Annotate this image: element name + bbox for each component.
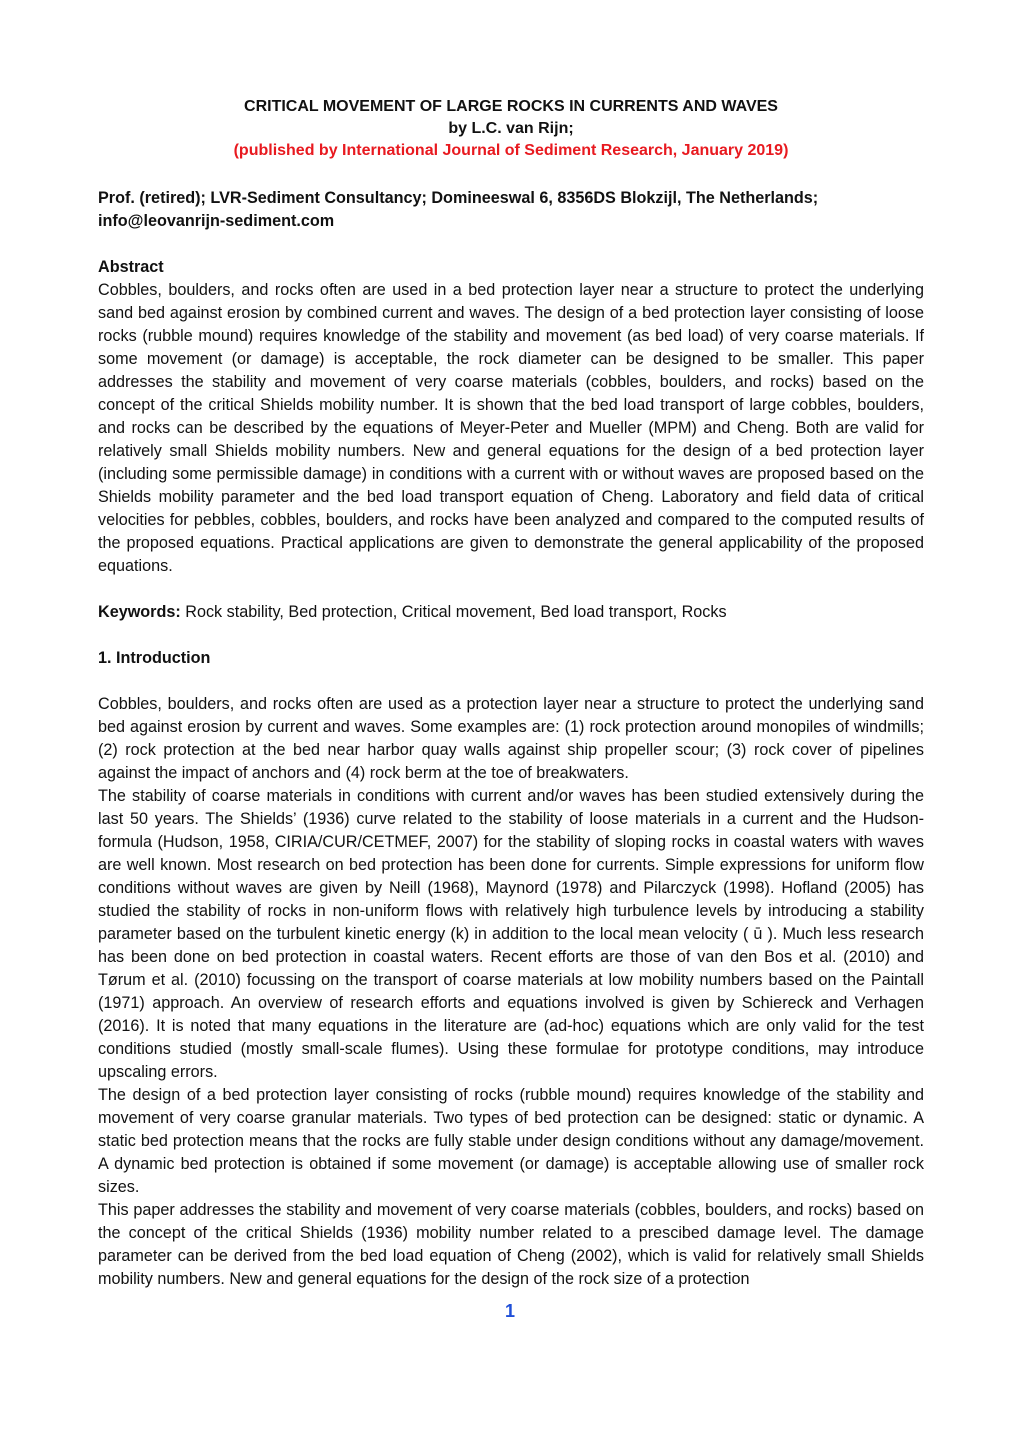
- keywords-text: Rock stability, Bed protection, Critical movement, Bed load transport, Rocks: [180, 603, 727, 621]
- spacer: [98, 624, 924, 647]
- page-number: 1: [504, 1301, 515, 1321]
- intro-paragraph-2: The stability of coarse materials in conditions with current and/or waves has been studied extensively during the last 50 years. The Shields’ (1936) curve related to the stability of loose materials in a current and the Hudson-formula (Hudson, 1958, CIRIA/CUR/CETMEF, 2007) for the stability of sloping rocks in coastal waters with waves are well known. Most research on bed protection has been done for currents. Simple expressions for uniform flow conditions without waves are given by Neill (1968), Maynord (1978) and Pilarczyck (1998). Hofland (2005) has studied the stability of rocks in non-uniform flows with relatively high turbulence levels by introducing a stability parameter based on the turbulent kinetic energy (k) in addition to the local mean velocity ( ū ). Much less research has been done on bed protection in coastal waters. Recent efforts are those of van den Bos et al. (2010) and Tørum et al. (2010) focussing on the transport of coarse materials at low mobility numbers based on the Paintall (1971) approach. An overview of research efforts and equations involved is given by Schiereck and Verhagen (2016). It is noted that many equations in the literature are (ad-hoc) equations which are only valid for the test conditions studied (mostly small-scale flumes). Using these formulae for prototype conditions, may introduce upscaling errors.: [98, 787, 924, 1081]
- author-email: info@leovanrijn-sediment.com: [98, 212, 335, 230]
- intro-paragraph-1: Cobbles, boulders, and rocks often are used as a protection layer near a structure to protect the underlying sand bed against erosion by current and waves. Some examples are: (1) rock protection around monopiles of windmills; (2) rock protection at the bed near harbor quay walls against ship propeller scour; (3) rock cover of pipelines against the impact of anchors and (4) rock berm at the toe of breakwaters.: [98, 695, 924, 782]
- spacer: [98, 578, 924, 601]
- paper-byline: by L.C. van Rijn;: [448, 120, 574, 137]
- keywords-line: [98, 601, 924, 624]
- abstract-text: Cobbles, boulders, and rocks often are used in a bed protection layer near a structure to protect the underlying sand bed against erosion by combined current and waves. The design of a bed protection layer consisting of loose rocks (rubble mound) requires knowledge of the stability and movement (as bed load) of very coarse materials. If some movement (or damage) is acceptable, the rock diameter can be designed to be smaller. This paper addresses the stability and movement of very coarse materials (cobbles, boulders, and rocks) based on the concept of the critical Shields mobility number. It is shown that the bed load transport of large cobbles, boulders, and rocks can be described by the equations of Meyer-Peter and Mueller (MPM) and Cheng. Both are valid for relatively small Shields mobility numbers. New and general equations for the design of a bed protection layer (including some permissible damage) in conditions with a current with or without waves are proposed based on the Shields mobility parameter and the bed load transport equation of Cheng. Laboratory and field data of critical velocities for pebbles, cobbles, boulders, and rocks have been analyzed and compared to the computed results of the proposed equations. Practical applications are given to demonstrate the general applicability of the proposed equations.: [98, 281, 924, 575]
- paper-title: CRITICAL MOVEMENT OF LARGE ROCKS IN CURRENTS AND WAVES: [244, 98, 778, 115]
- keywords-label: Keywords:: [98, 603, 181, 621]
- spacer: [98, 233, 924, 256]
- abstract-heading: Abstract: [98, 258, 164, 276]
- spacer: [98, 162, 924, 185]
- paper-page: [98, 96, 924, 1291]
- intro-paragraph-3: The design of a bed protection layer consisting of rocks (rubble mound) requires knowledge of the stability and movement of very coarse granular materials. Two types of bed protection can be designed: static or dynamic. A static bed protection means that the rocks are fully stable under design conditions without any damage/movement. A dynamic bed protection is obtained if some movement (or damage) is acceptable allowing use of smaller rock sizes.: [98, 1086, 924, 1196]
- intro-paragraph-4: This paper addresses the stability and movement of very coarse materials (cobbles, boulders, and rocks) based on the concept of the critical Shields (1936) mobility number related to a prescibed damage level. The damage parameter can be derived from the bed load equation of Cheng (2002), which is valid for relatively small Shields mobility numbers. New and general equations for the design of the rock size of a protection: [98, 1201, 924, 1288]
- publication-note: (published by International Journal of Sediment Research, January 2019): [233, 142, 789, 159]
- section-heading-introduction: 1. Introduction: [98, 649, 211, 667]
- spacer: [98, 670, 924, 693]
- author-affiliation: Prof. (retired); LVR-Sediment Consultancy; Domineeswal 6, 8356DS Blokzijl, The Netherlands;: [98, 189, 819, 207]
